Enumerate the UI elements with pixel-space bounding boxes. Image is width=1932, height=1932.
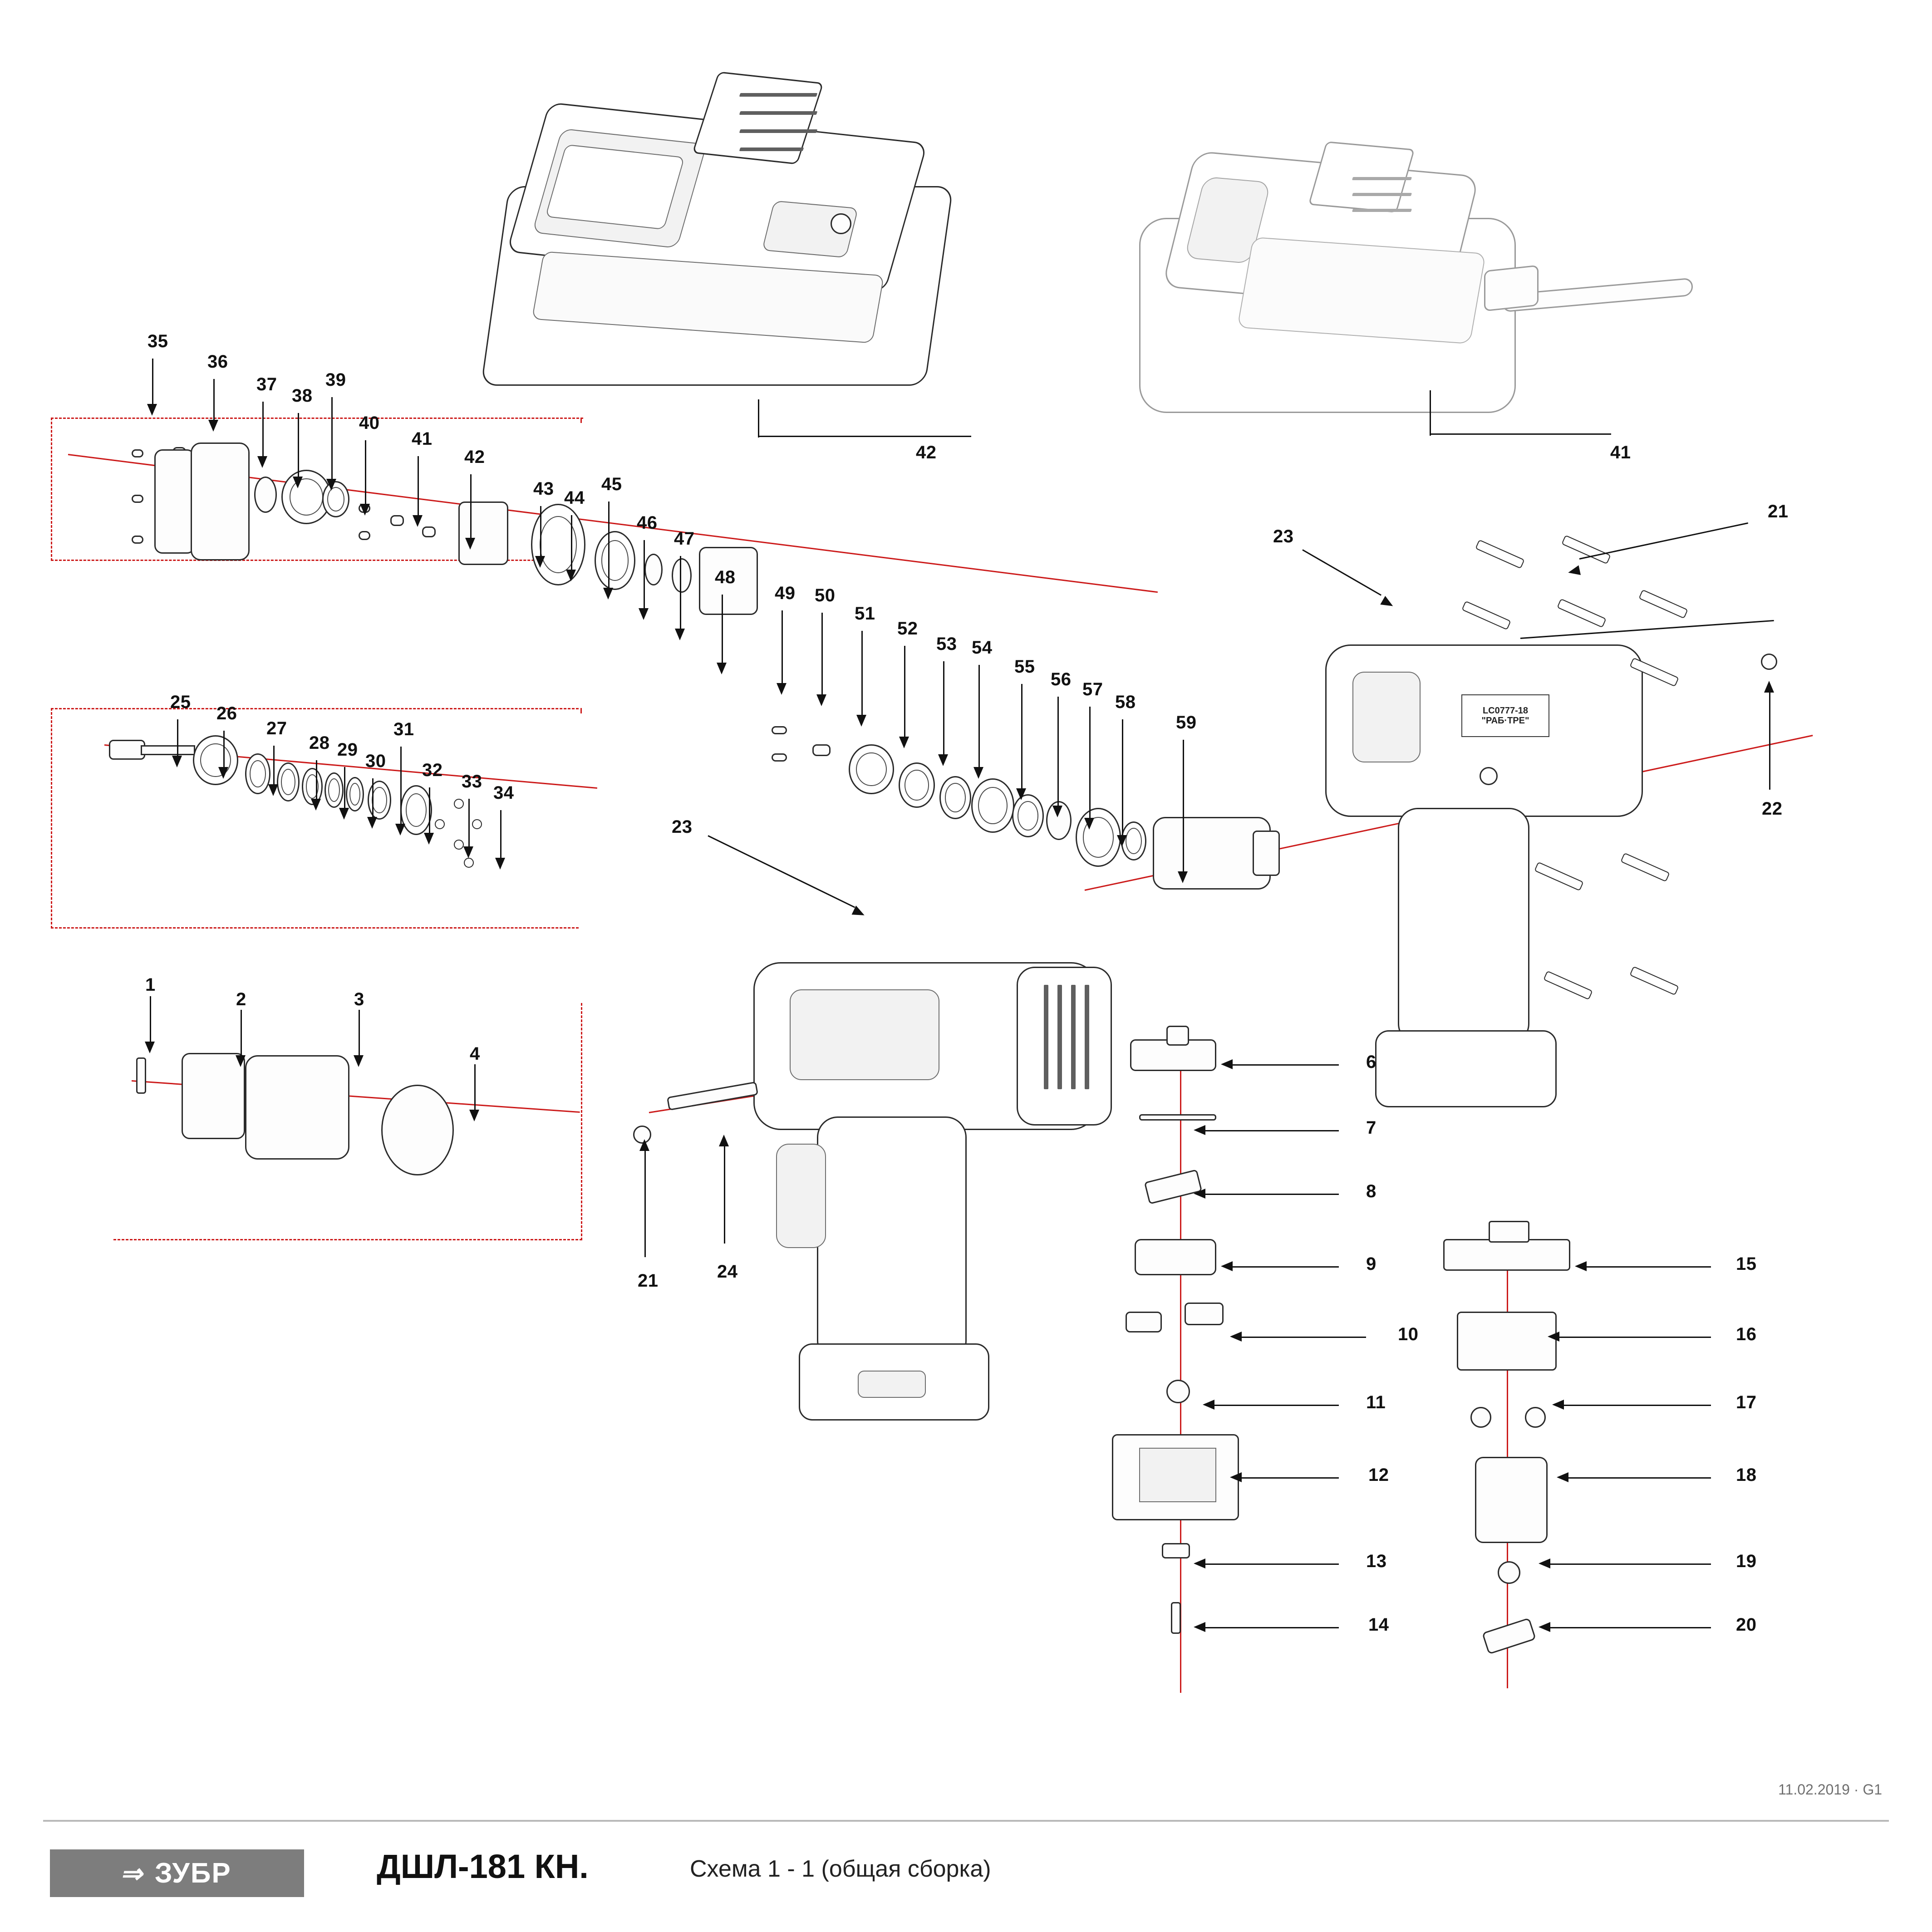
lightning-icon: ⇒: [119, 1858, 148, 1888]
retaining-ring-right: [1761, 654, 1777, 670]
callout-13: 13: [1366, 1551, 1387, 1571]
callout-16: 16: [1736, 1324, 1757, 1344]
callout-29: 29: [337, 740, 358, 760]
callout-9: 9: [1366, 1254, 1376, 1274]
callout-44: 44: [564, 488, 585, 508]
callout-53: 53: [936, 634, 957, 654]
callout-3: 3: [354, 989, 364, 1009]
callout-19: 19: [1736, 1551, 1757, 1571]
callout-41: 41: [412, 429, 433, 449]
drawing-date-code: 11.02.2019 · G1: [1778, 1781, 1882, 1798]
housing-label-line1: LC0777-18: [1482, 706, 1529, 716]
callout-6: 6: [1366, 1052, 1376, 1072]
callout-21-left: 21: [638, 1271, 659, 1291]
callout-23-right: 23: [1273, 526, 1294, 546]
callout-27: 27: [266, 718, 287, 738]
callout-12: 12: [1368, 1465, 1389, 1485]
callout-52: 52: [897, 619, 918, 639]
callout-47: 47: [674, 529, 695, 549]
housing-label-line2: "РАБ·ТРЕ": [1481, 716, 1529, 726]
callout-36: 36: [207, 352, 228, 372]
callout-42: 42: [464, 447, 485, 467]
battery-pack-illustration: [467, 68, 980, 431]
callout-2: 2: [236, 989, 246, 1009]
scheme-subtitle: Схема 1 - 1 (общая сборка): [690, 1856, 991, 1882]
callout-17: 17: [1736, 1392, 1757, 1412]
brand-name: ЗУБР: [154, 1858, 231, 1889]
callout-8: 8: [1366, 1181, 1376, 1201]
callout-32: 32: [422, 760, 443, 780]
switch-parts-column: [1103, 1026, 1275, 1661]
callout-1: 1: [145, 975, 156, 995]
callout-43: 43: [533, 479, 554, 499]
callout-26: 26: [216, 703, 237, 723]
callout-56: 56: [1051, 669, 1072, 689]
callout-15: 15: [1736, 1254, 1757, 1274]
callout-55: 55: [1014, 657, 1035, 677]
callout-37: 37: [256, 374, 277, 394]
callout-51: 51: [855, 604, 875, 624]
callout-24: 21: [1768, 501, 1789, 521]
callout-25: 25: [170, 692, 191, 712]
callout-46: 46: [637, 513, 658, 533]
model-title: ДШЛ-181 КН.: [377, 1848, 589, 1885]
callout-23-left: 23: [672, 817, 693, 837]
callout-60: 41: [1610, 442, 1631, 462]
callout-59: 59: [1176, 713, 1197, 732]
callout-34: 34: [493, 783, 514, 803]
callout-10: 10: [1398, 1324, 1419, 1344]
callout-38: 38: [292, 386, 313, 406]
callout-35: 35: [147, 331, 168, 351]
callout-28: 28: [309, 733, 330, 753]
charger-illustration: [1126, 136, 1716, 454]
callout-33: 33: [462, 772, 482, 791]
callout-14: 14: [1368, 1615, 1389, 1635]
callout-22: 24: [717, 1262, 738, 1282]
callout-58: 58: [1115, 692, 1136, 712]
callout-20: 20: [1736, 1615, 1757, 1635]
callout-48: 48: [715, 567, 736, 587]
callout-45: 45: [601, 474, 622, 494]
callout-4: 4: [470, 1044, 480, 1064]
callout-57: 57: [1082, 679, 1103, 699]
callout-54: 54: [972, 638, 993, 658]
callout-11: 11: [1366, 1392, 1386, 1412]
housing-screws-group: [1448, 526, 1765, 1107]
footer-divider: [43, 1820, 1889, 1822]
callout-31: 31: [393, 719, 414, 739]
brand-logo: [50, 1849, 304, 1897]
callout-49: 49: [775, 583, 796, 603]
terminal-parts-column: [1434, 1234, 1607, 1666]
callout-61: 42: [916, 442, 937, 462]
callout-50: 50: [815, 585, 836, 605]
callout-21-right: 22: [1762, 799, 1783, 819]
callout-40: 40: [359, 413, 380, 433]
gearbox-parts-group: [104, 422, 785, 694]
callout-39: 39: [325, 370, 346, 390]
callout-30: 30: [365, 751, 386, 771]
callout-18: 18: [1736, 1465, 1757, 1485]
callout-7: 7: [1366, 1118, 1376, 1138]
